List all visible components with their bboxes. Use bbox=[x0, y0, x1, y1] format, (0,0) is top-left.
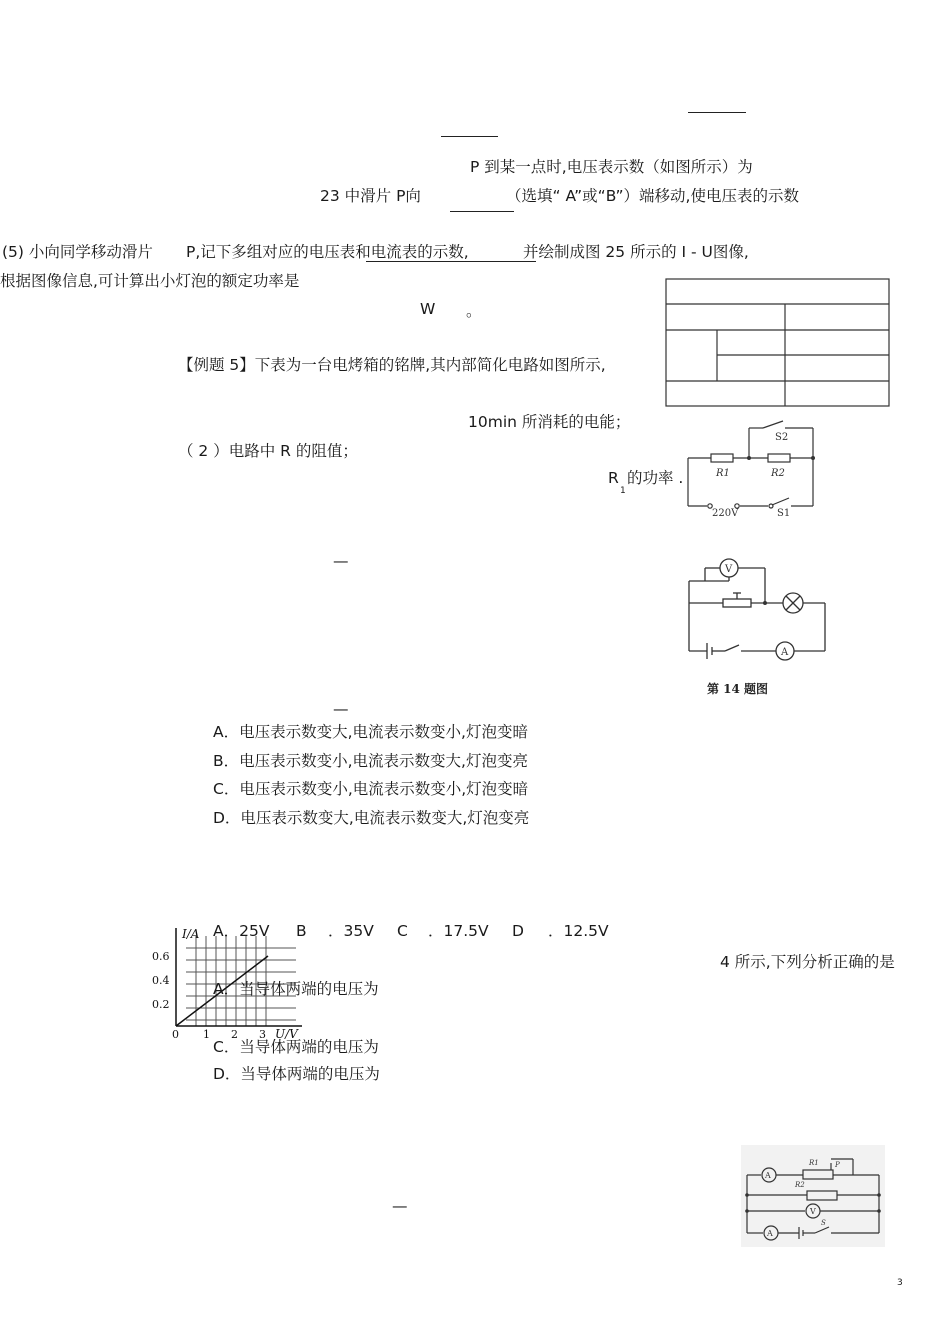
ammeter-label: A bbox=[765, 1171, 771, 1180]
figure-caption: 第 14 题图 bbox=[707, 682, 769, 696]
switch-label: S bbox=[821, 1219, 826, 1227]
example-5-q1: 10min 所消耗的电能； bbox=[468, 413, 631, 431]
ammeter-label: A bbox=[781, 647, 789, 658]
question-text: P 到某一点时,电压表示数（如图所示）为 bbox=[470, 158, 753, 176]
choice-a: A．25V bbox=[213, 922, 270, 940]
answer-blank bbox=[450, 211, 514, 212]
choice-a: A．电压表示数变大,电流表示数变小,灯泡变暗 bbox=[213, 723, 528, 741]
choice-c: C bbox=[397, 922, 408, 940]
x-tick: 1 bbox=[203, 1028, 210, 1041]
choice-b: B bbox=[296, 922, 307, 940]
example-5-q3-symbol: R bbox=[608, 469, 619, 487]
resistor-label: R1 bbox=[809, 1159, 819, 1167]
question-5-text: P,记下多组对应的电压表和电流表的示数, bbox=[186, 243, 469, 261]
choice-c: C．电压表示数变小,电流表示数变小,灯泡变暗 bbox=[213, 780, 529, 798]
example-5-q3-text: 的功率 . bbox=[627, 469, 684, 487]
sentence-end: 。 bbox=[466, 302, 482, 320]
lamp-circuit-diagram bbox=[685, 553, 830, 698]
dash-mark: — bbox=[333, 700, 349, 718]
question-5-text: 并绘制成图 25 所示的 I - U图像, bbox=[523, 243, 749, 261]
nameplate-table bbox=[665, 278, 891, 408]
y-tick: 0.4 bbox=[152, 974, 170, 987]
y-tick: 0.2 bbox=[152, 998, 170, 1011]
y-tick: 0.6 bbox=[152, 950, 170, 963]
example-5-q3-subscript: 1 bbox=[620, 486, 626, 496]
question-4-option-a: A．当导体两端的电压为 bbox=[213, 980, 379, 998]
question-text: 23 中滑片 P向 bbox=[320, 187, 421, 205]
example-5-intro: 【例题 5】下表为一台电烤箱的铭牌,其内部简化电路如图所示, bbox=[178, 356, 606, 374]
choice-d-value: ．12.5V bbox=[548, 922, 609, 940]
oven-circuit-diagram bbox=[685, 418, 820, 543]
choice-d: D bbox=[512, 922, 524, 940]
question-4-lead: 4 所示,下列分析正确的是 bbox=[720, 953, 895, 971]
choice-b: B．电压表示数变小,电流表示数变大,灯泡变亮 bbox=[213, 752, 528, 770]
blank-line bbox=[688, 112, 746, 113]
resistor-label: R1 bbox=[716, 468, 730, 479]
question-5-text: 根据图像信息,可计算出小灯泡的额定功率是 bbox=[0, 272, 300, 290]
ammeter-label: A bbox=[767, 1229, 773, 1238]
choice-d: D．电压表示数变大,电流表示数变大,灯泡变亮 bbox=[213, 809, 530, 827]
x-tick: 3 bbox=[259, 1028, 266, 1041]
voltmeter-label: V bbox=[810, 1207, 816, 1216]
question-text: （选填“ A”或“B”）端移动,使电压表的示数 bbox=[506, 187, 799, 205]
switch-label: S1 bbox=[777, 508, 791, 519]
switch-label: S2 bbox=[775, 432, 789, 443]
blank-line bbox=[441, 136, 498, 137]
rheostat-circuit-diagram bbox=[741, 1145, 885, 1247]
x-tick: 2 bbox=[231, 1028, 238, 1041]
voltage-label: 220V bbox=[712, 508, 739, 519]
slider-label: P bbox=[835, 1161, 840, 1169]
unit-label: W bbox=[420, 300, 436, 318]
underline bbox=[366, 261, 536, 262]
resistor-label: R2 bbox=[795, 1181, 805, 1189]
x-axis-label: U/V bbox=[275, 1027, 298, 1041]
question-4-option-d: D．当导体两端的电压为 bbox=[213, 1065, 380, 1083]
question-5-text: (5) 小向同学移动滑片 bbox=[2, 243, 153, 261]
choice-b-value: ．35V bbox=[328, 922, 374, 940]
origin-label: 0 bbox=[172, 1028, 179, 1041]
question-4-option-c: C．当导体两端的电压为 bbox=[213, 1038, 379, 1056]
dash-mark: — bbox=[392, 1197, 408, 1215]
y-axis-label: I/A bbox=[182, 927, 200, 941]
choice-c-value: ．17.5V bbox=[428, 922, 489, 940]
example-5-q2: （ 2 ）电路中 R 的阻值； bbox=[178, 442, 358, 460]
page-number: 3 bbox=[897, 1278, 903, 1288]
resistor-label: R2 bbox=[771, 468, 785, 479]
dash-mark: — bbox=[333, 552, 349, 570]
voltmeter-label: V bbox=[725, 564, 733, 575]
